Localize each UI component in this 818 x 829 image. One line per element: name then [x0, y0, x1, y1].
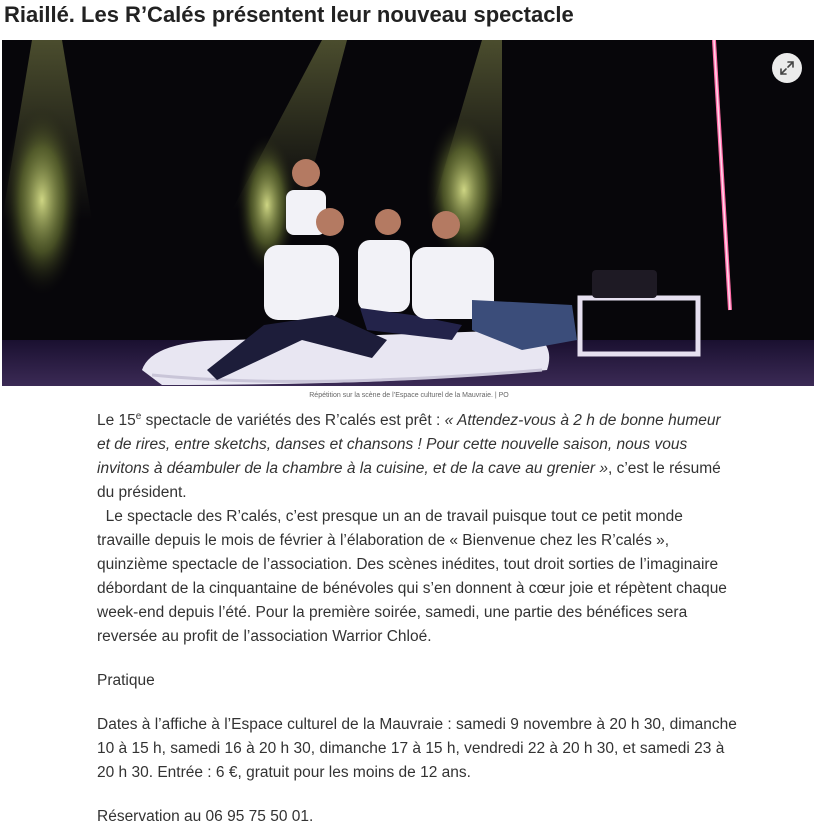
ordinal-suffix: e [135, 410, 142, 422]
dates-paragraph: Dates à l’affiche à l’Espace culturel de la Mauvraie : samedi 9 novembre à 20 h 30, dimanche 10 à 15 h, samedi 16 à 20 h 30, dimanche 17 à 15 h, vendredi 22 à 20 h 30, et samedi 23 à 20 h 30. Entrée : 6 €, gratuit pour les moins de 12 ans. [97, 716, 737, 781]
article-title: Riaillé. Les R’Calés présentent leur nouveau spectacle [4, 2, 574, 27]
article-photo[interactable] [2, 40, 814, 386]
stage-scene-image [2, 40, 814, 386]
intro-tail: , c’est le résumé du président. [97, 460, 721, 501]
article-body [97, 409, 737, 829]
body-paragraph-text: Le spectacle des R’calés, c’est presque un an de travail puisque tout ce petit monde travaille depuis le mois de février à l’élaboration de « Bienvenue chez les R’calés », quinzième spectacle de l’association. Des scènes inédites, tout droit sorties de l’imaginaire débordant de la cinquantaine de bénévoles qui s’en donnent à cœur joie et répètent chaque week-end depuis l’été. Pour la première soirée, samedi, une partie des bénéfices sera reversée au profit de l’association Warrior Chloé. [97, 508, 727, 645]
intro-text: spectacle de variétés des R’calés est prêt : [141, 412, 445, 429]
intro-paragraph [97, 409, 737, 505]
expand-arrows-icon [779, 60, 795, 76]
photo-caption: Répétition sur la scène de l’Espace culturel de la Mauvraie. | PO [309, 392, 509, 399]
president-quote: « Attendez-vous à 2 h de bonne humeur et de rires, entre sketchs, danses et chansons ! Pour cette nouvelle saison, nous vous invitons à déambuler de la chambre à la cuisine, et de la cave au grenier » [97, 412, 721, 477]
section-heading: Pratique [97, 672, 155, 689]
expand-photo-button[interactable] [772, 53, 802, 83]
intro-lead: Le 15 [97, 412, 136, 429]
body-paragraph [97, 505, 737, 649]
reservation-line: Réservation au 06 95 75 50 01. [97, 808, 314, 825]
